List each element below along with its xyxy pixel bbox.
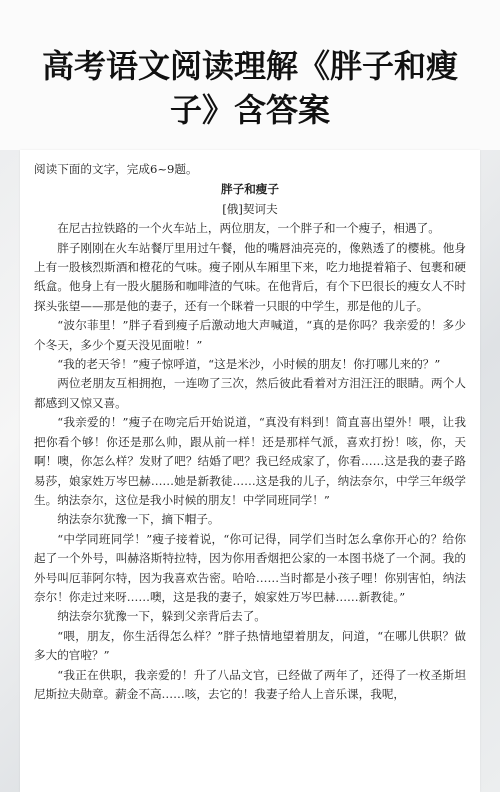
paragraph: 两位老朋友互相拥抱，一连吻了三次，然后彼此看着对方泪汪汪的眼睛。两个人都感到又惊又喜。 [34, 376, 466, 410]
paragraph: “我正在供职，我亲爱的！升了八品文官，已经做了两年了，还得了一枚圣斯坦尼斯拉夫勋章。薪金不高……咳，去它的！我妻子给人上音乐课，我呢， [34, 667, 466, 701]
paragraph: “我亲爱的！”瘦子在吻完后开始说道，“真没有料到！简直喜出望外！喂，让我把你看个够！你还是那么帅，跟从前一样！还是那样气派，喜欢打扮！咳，你，天啊！噢，你怎么样？发财了吧？结婚了吧？我已经成家了，你看……这是我的妻子路易莎，娘家姓万岑巴赫……她是新教徒……这是我的儿子，纳法奈尔，中学三年级学生。纳法奈尔，这位是我小时候的朋友！中学同班同学！” [34, 415, 466, 507]
paragraph: 胖子刚刚在火车站餐厅里用过午餐，他的嘴唇油亮亮的，像熟透了的樱桃。他身上有一股核烈斯酒和橙花的气味。瘦子刚从车厢里下来，吃力地提着箱子、包裹和硬纸盒。他身上有一股火腿肠和咖啡渣的气味。在他背后，有个下巴很长的瘦女人不时探头张望——那是他的妻子，还有一个眯着一只眼的中学生，那是他的儿子。 [34, 240, 466, 313]
page-title: 高考语文阅读理解《胖子和瘦子》含答案 [41, 47, 458, 129]
paragraph: “我的老天爷！”瘦子惊呼道，“这是米沙，小时候的朋友！你打哪儿来的？” [57, 357, 441, 372]
question-intro: 阅读下面的文字，完成6~9题。 [34, 162, 198, 176]
paragraph: 纳法奈尔犹豫一下，躲到父亲背后去了。 [57, 609, 266, 624]
paragraph: “喂，朋友，你生活得怎么样？”胖子热情地望着朋友，问道，“在哪儿供职？做多大的官啦？” [34, 628, 466, 663]
title-banner [0, 0, 500, 150]
paragraph: 在尼古拉铁路的一个火车站上，两位朋友，一个胖子和一个瘦子，相遇了。 [57, 221, 440, 236]
paragraph: 纳法奈尔犹豫一下，摘下帽子。 [57, 512, 220, 527]
paragraph: “波尔菲里！”胖子看到瘦子后激动地大声喊道，“真的是你吗？我亲爱的！多少个冬天，多少个夏天没见面啦！” [34, 318, 466, 352]
story-author: [俄]契诃夫 [222, 201, 278, 216]
document-body [34, 160, 466, 704]
story-title: 胖子和瘦子 [221, 182, 279, 197]
paragraph: “中学同班同学！”瘦子接着说，“你可记得，同学们当时怎么拿你开心的？给你起了一个外号，叫赫洛斯特拉特，因为你用香烟把公家的一本图书烧了一个洞。我的外号叫厄菲阿尔特，因为我喜欢告密。哈哈……当时都是小孩子哩！你别害怕，纳法奈尔！你走过来呀……噢，这是我的妻子，娘家姓万岑巴赫……新教徒。” [34, 531, 466, 604]
document-page [20, 150, 480, 792]
